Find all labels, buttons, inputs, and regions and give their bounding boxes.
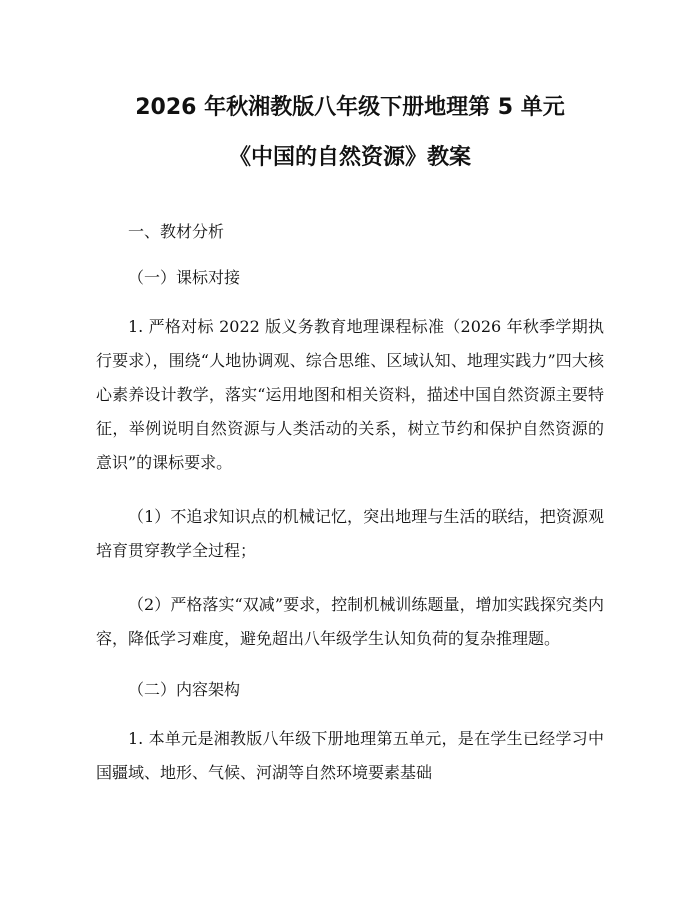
document-title-line2: 《中国的自然资源》教案 [228,145,471,170]
paragraph-point-2: （2）严格落实“双减”要求，控制机械训练题量，增加实践探究类内容，降低学习难度，避免超出八年级学生认知负荷的复杂推理题。 [96,595,604,648]
paragraph-unit-position: 1. 本单元是湘教版八年级下册地理第五单元，是在学生已经学习中国疆域、地形、气候、河湖等自然环境要素基础 [96,729,604,782]
paragraph-curriculum-standard: 1. 严格对标 2022 版义务教育地理课程标准（2026 年秋季学期执行要求），围绕“人地协调观、综合思维、区域认知、地理实践力”四大核心素养设计教学，落实“运用地图和相关资料，描述中国自然资源主要特征，举例说明自然资源与人类活动的关系，树立节约和保护自然资源的意识”的课标要求。 [96,317,604,472]
subsection-heading-curriculum: （一）课标对接 [128,268,241,287]
document-title-line1: 2026 年秋湘教版八年级下册地理第 5 单元 [135,95,565,120]
subsection-heading-content-structure: （二）内容架构 [128,680,241,699]
paragraph-point-1: （1）不追求知识点的机械记忆，突出地理与生活的联结，把资源观培育贯穿教学全过程； [96,507,604,560]
section-heading-textbook-analysis: 一、教材分析 [128,222,225,241]
